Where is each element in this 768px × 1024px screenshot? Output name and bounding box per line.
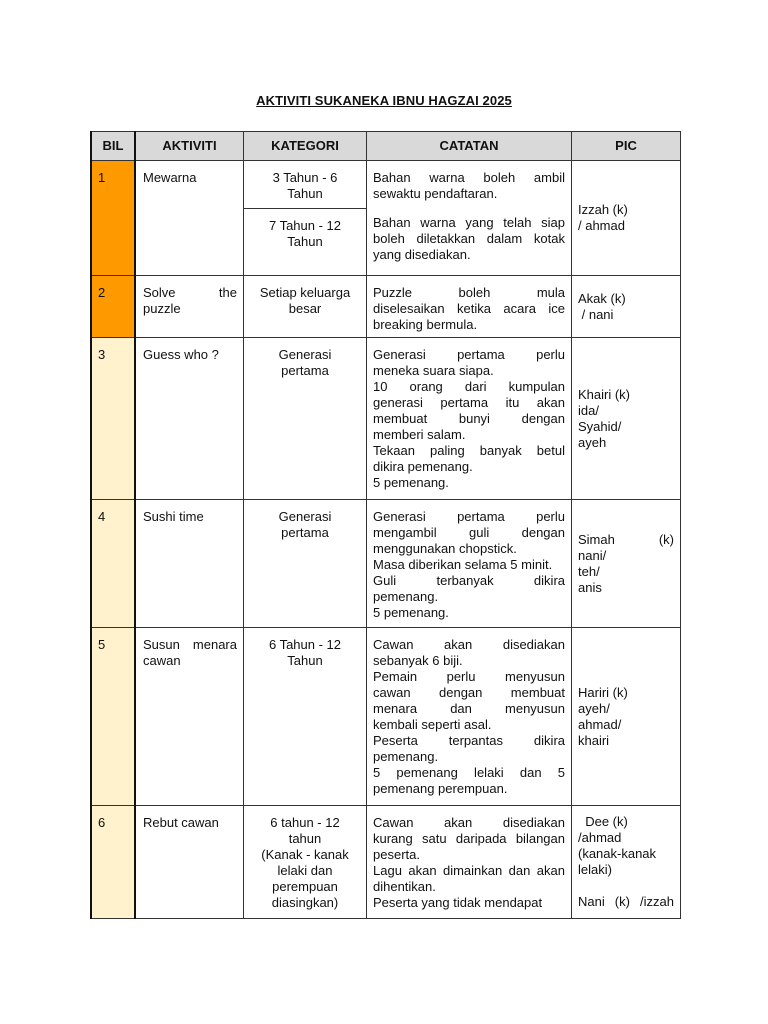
kategori-line: Tahun [287,186,323,201]
cell-catatan [367,806,572,919]
pic-line: teh/ [578,563,600,579]
catatan-paragraph [373,637,565,669]
cell-catatan [367,628,572,806]
cell-pic [572,338,681,500]
catatan-line: Peserta terpantas dikira [373,733,565,748]
catatan-line: Masa diberikan selama 5 minit. [373,557,553,572]
aktiviti-line: Rebut cawan [143,815,219,830]
catatan-line: Cawan akan disediakan [373,815,565,830]
document-title: AKTIVITI SUKANEKA IBNU HAGZAI 2025 [256,93,512,108]
paragraph-gap [373,202,565,215]
pic-gap [578,878,674,894]
table-body [91,161,681,919]
header-bil: BIL [91,132,135,161]
cell-aktiviti [135,338,244,500]
kategori-line: pertama [281,363,329,378]
kategori-line: 3 Tahun - 6 [272,170,338,185]
cell-kategori [244,500,367,628]
catatan-line: 5 pemenang lelaki dan 5 [373,765,565,780]
catatan-line: Guli terbanyak dikira [373,573,565,588]
catatan-paragraph [373,557,565,573]
pic-line: nani/ [578,547,607,563]
pic-line: Khairi (k) [578,386,631,402]
cell-aktiviti [135,806,244,919]
catatan-paragraph [373,669,565,733]
kategori-line: 6 Tahun - 12 [268,637,342,652]
catatan-line: pemenang perempuan. [373,781,508,796]
cell-bil: 2 [91,276,135,338]
header-catatan: CATATAN [367,132,572,161]
pic-line: ayeh/ [578,700,610,716]
kategori-line: 7 Tahun - 12 [268,218,342,233]
cell-bil: 5 [91,628,135,806]
kategori-line: pertama [281,525,329,540]
cell-kategori [244,806,367,919]
kategori-line: 6 tahun - 12 [270,815,340,830]
cell-bil: 4 [91,500,135,628]
table-row [91,806,681,919]
catatan-line: Peserta yang tidak mendapat [373,895,543,910]
cell-catatan [367,338,572,500]
kategori-line: Generasi [278,509,332,524]
catatan-paragraph [373,170,565,202]
table-row [91,628,681,806]
cell-catatan [367,500,572,628]
kategori-line: Tahun [287,653,323,668]
catatan-line: Bahan warna boleh ambil [373,170,565,185]
cell-aktiviti [135,628,244,806]
catatan-line: generasi pertama itu akan [373,395,565,410]
catatan-line: mengambil guli dengan [373,525,565,540]
cell-bil: 1 [91,161,135,276]
catatan-paragraph [373,215,565,263]
catatan-line: menggunakan chopstick. [373,541,517,556]
catatan-line: Lagu akan dimainkan dan akan [373,863,565,878]
aktiviti-line: Guess who ? [143,347,219,362]
pic-line: Akak (k) [578,290,626,306]
pic-line: anis [578,579,602,595]
catatan-line: 5 pemenang. [373,605,449,620]
kategori-line: lelaki dan [277,863,333,878]
catatan-line: yang disediakan. [373,247,471,262]
activities-table [90,131,681,919]
catatan-line: 10 orang dari kumpulan [373,379,565,394]
pic-line: ayeh [578,434,607,450]
cell-kategori [244,628,367,806]
cell-kategori [244,276,367,338]
pic-line: Simah (k) [578,531,674,547]
pic-line: Hariri (k) [578,684,628,700]
cell-pic [572,628,681,806]
catatan-line: Puzzle boleh mula [373,285,565,300]
header-aktiviti: AKTIVITI [135,132,244,161]
pic-line: lelaki) [578,862,612,877]
catatan-paragraph [373,733,565,765]
catatan-paragraph [373,443,565,475]
table-row [91,338,681,500]
cell-pic [572,806,681,919]
cell-catatan [367,161,572,276]
aktiviti-line: Sushi time [143,509,204,524]
kategori-line: Tahun [287,234,323,249]
catatan-line: kurang satu daripada bilangan [373,831,565,846]
catatan-line: menara dan menyusun [373,701,565,716]
catatan-line: pemenang. [373,749,439,764]
catatan-line: dikira pemenang. [373,459,473,474]
catatan-paragraph [373,573,565,605]
table-row [91,161,681,276]
catatan-paragraph [373,815,565,863]
catatan-line: peserta. [373,847,420,862]
table-row [91,276,681,338]
aktiviti-line: Susun menara [143,637,237,652]
pic-line: Izzah (k) [578,202,628,217]
catatan-line: sebanyak 6 biji. [373,653,463,668]
kategori-line: (Kanak - kanak [261,847,349,862]
catatan-line: diselesaikan ketika acara ice [373,301,565,316]
kategori-line: Setiap keluarga [259,285,351,300]
table-row [91,500,681,628]
cell-kategori [244,338,367,500]
kategori-split-row [244,209,366,251]
pic-line: Syahid/ [578,418,622,434]
pic-line: / nani [578,306,614,322]
catatan-paragraph [373,509,565,557]
kategori-line: diasingkan) [271,895,339,910]
cell-aktiviti [135,500,244,628]
catatan-line: sewaktu pendaftaran. [373,186,498,201]
aktiviti-line: Mewarna [143,170,197,185]
catatan-line: pemenang. [373,589,439,604]
kategori-line: perempuan [272,879,338,894]
catatan-line: Generasi pertama perlu [373,509,565,524]
kategori-line: tahun [288,831,322,846]
kategori-split-cell [244,209,366,251]
pic-line: ahmad/ [578,716,622,732]
pic-line: /ahmad [578,830,622,845]
catatan-paragraph [373,895,565,911]
catatan-line: cawan dengan membuat [373,685,565,700]
table-header [91,132,681,161]
catatan-line: memberi salam. [373,427,466,442]
catatan-line: 5 pemenang. [373,475,449,490]
cell-bil: 6 [91,806,135,919]
kategori-line: Generasi [278,347,332,362]
kategori-split-cell [244,161,366,209]
header-pic: PIC [572,132,681,161]
header-row [91,132,681,161]
pic-line: Nani (k) /izzah [578,894,674,909]
pic-line: / ahmad [578,218,625,233]
catatan-line: Bahan warna yang telah siap [373,215,565,230]
aktiviti-line: Solve the [143,285,237,300]
kategori-split-table [244,161,366,250]
kategori-split-row [244,161,366,209]
aktiviti-line: cawan [143,653,181,668]
catatan-line: boleh diletakkan dalam kotak [373,231,565,246]
catatan-paragraph [373,475,565,491]
aktiviti-line: puzzle [143,301,181,316]
catatan-paragraph [373,285,565,333]
catatan-line: Pemain perlu menyusun [373,669,565,684]
pic-line: ida/ [578,402,599,418]
catatan-line: breaking bermula. [373,317,478,332]
pic-line: khairi [578,732,610,748]
catatan-paragraph [373,765,565,797]
cell-aktiviti [135,276,244,338]
pic-line: (kanak-kanak [578,846,657,861]
catatan-line: membuat bunyi dengan [373,411,565,426]
catatan-line: Cawan akan disediakan [373,637,565,652]
catatan-line: Tekaan paling banyak betul [373,443,565,458]
cell-bil: 3 [91,338,135,500]
catatan-line: Generasi pertama perlu [373,347,565,362]
kategori-line: besar [288,301,322,316]
cell-pic [572,276,681,338]
catatan-line: kembali seperti asal. [373,717,492,732]
cell-pic [572,161,681,276]
catatan-paragraph [373,863,565,895]
header-kategori: KATEGORI [244,132,367,161]
pic-line: Dee (k) [578,814,628,829]
catatan-line: dihentikan. [373,879,436,894]
catatan-paragraph [373,605,565,621]
cell-kategori [244,161,367,276]
catatan-paragraph [373,347,565,379]
catatan-paragraph [373,379,565,443]
cell-aktiviti [135,161,244,276]
cell-pic [572,500,681,628]
catatan-line: meneka suara siapa. [373,363,494,378]
cell-catatan [367,276,572,338]
